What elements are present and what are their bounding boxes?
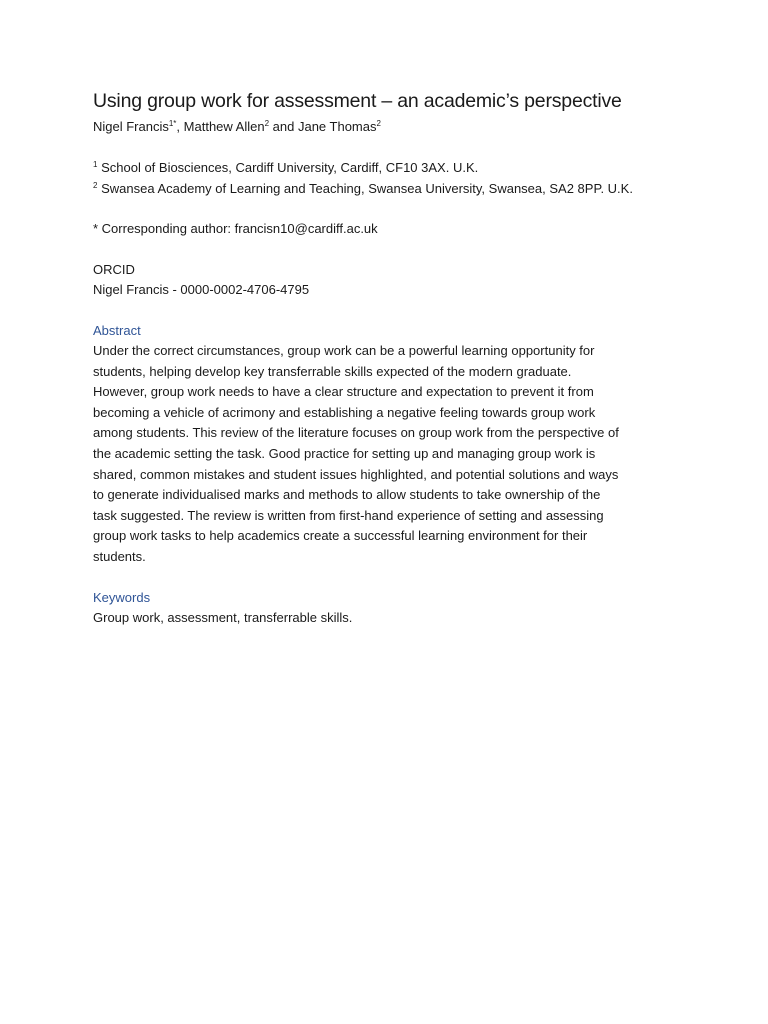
abstract-line: Under the correct circumstances, group work can be a powerful learning opportunity for xyxy=(93,343,595,358)
abstract-line: the academic setting the task. Good practice for setting up and managing group work is xyxy=(93,445,596,461)
abstract-line: among students. This review of the literature focuses on group work from the perspective of xyxy=(93,425,619,441)
orcid-label: ORCID xyxy=(93,261,135,277)
keywords-text: Group work, assessment, transferrable skills. xyxy=(93,610,353,626)
abstract-line: group work tasks to help academics create a successful learning environment for their xyxy=(93,528,588,544)
abstract-line: becoming a vehicle of acrimony and establishing a negative feeling towards group work xyxy=(93,404,596,420)
abstract-line: However, group work needs to have a clear structure and expectation to prevent it from xyxy=(93,384,594,400)
keywords-heading: Keywords xyxy=(93,589,151,605)
orcid-section xyxy=(93,260,683,301)
abstract-body xyxy=(93,341,683,568)
corresponding-author: * Corresponding author: francisn10@cardiff.ac.uk xyxy=(93,221,378,236)
author-separator: , xyxy=(176,119,184,134)
author-name: Matthew Allen xyxy=(183,119,265,134)
abstract-line: to generate individualised marks and methods to allow students to take ownership of the xyxy=(93,487,601,503)
author-name: Nigel Francis xyxy=(93,119,169,134)
author-separator: and xyxy=(269,119,298,134)
author-affiliation-marker: 1* xyxy=(168,119,177,128)
orcid-value: Nigel Francis - 0000-0002-4706-4795 xyxy=(93,282,310,297)
affiliation-text: School of Biosciences, Cardiff University, Cardiff, CF10 3AX. U.K. xyxy=(101,160,479,175)
author-list xyxy=(93,117,683,137)
affiliation-marker: 2 xyxy=(93,180,98,190)
abstract-line: students, helping develop key transferrable skills expected of the modern graduate. xyxy=(93,363,572,379)
affiliation-marker: 1 xyxy=(93,160,98,169)
abstract-heading: Abstract xyxy=(93,322,141,338)
author-affiliation-marker: 2 xyxy=(264,119,270,128)
author-affiliation-marker: 2 xyxy=(376,119,381,128)
affiliation-line xyxy=(93,158,683,179)
affiliation-line xyxy=(93,179,683,200)
paper-page xyxy=(93,88,683,629)
abstract-line: task suggested. The review is written from first-hand experience of setting and assessing xyxy=(93,507,604,523)
paper-title: Using group work for assessment – an academic’s perspective xyxy=(93,90,622,112)
author-name: Jane Thomas xyxy=(297,119,377,134)
affiliation-text: Swansea Academy of Learning and Teaching, Swansea University, Swansea, SA2 8PP. U.K. xyxy=(101,180,633,196)
abstract-line: students. xyxy=(93,548,146,564)
affiliations xyxy=(93,158,683,199)
abstract-line: shared, common mistakes and student issues highlighted, and potential solutions and ways xyxy=(93,466,619,482)
